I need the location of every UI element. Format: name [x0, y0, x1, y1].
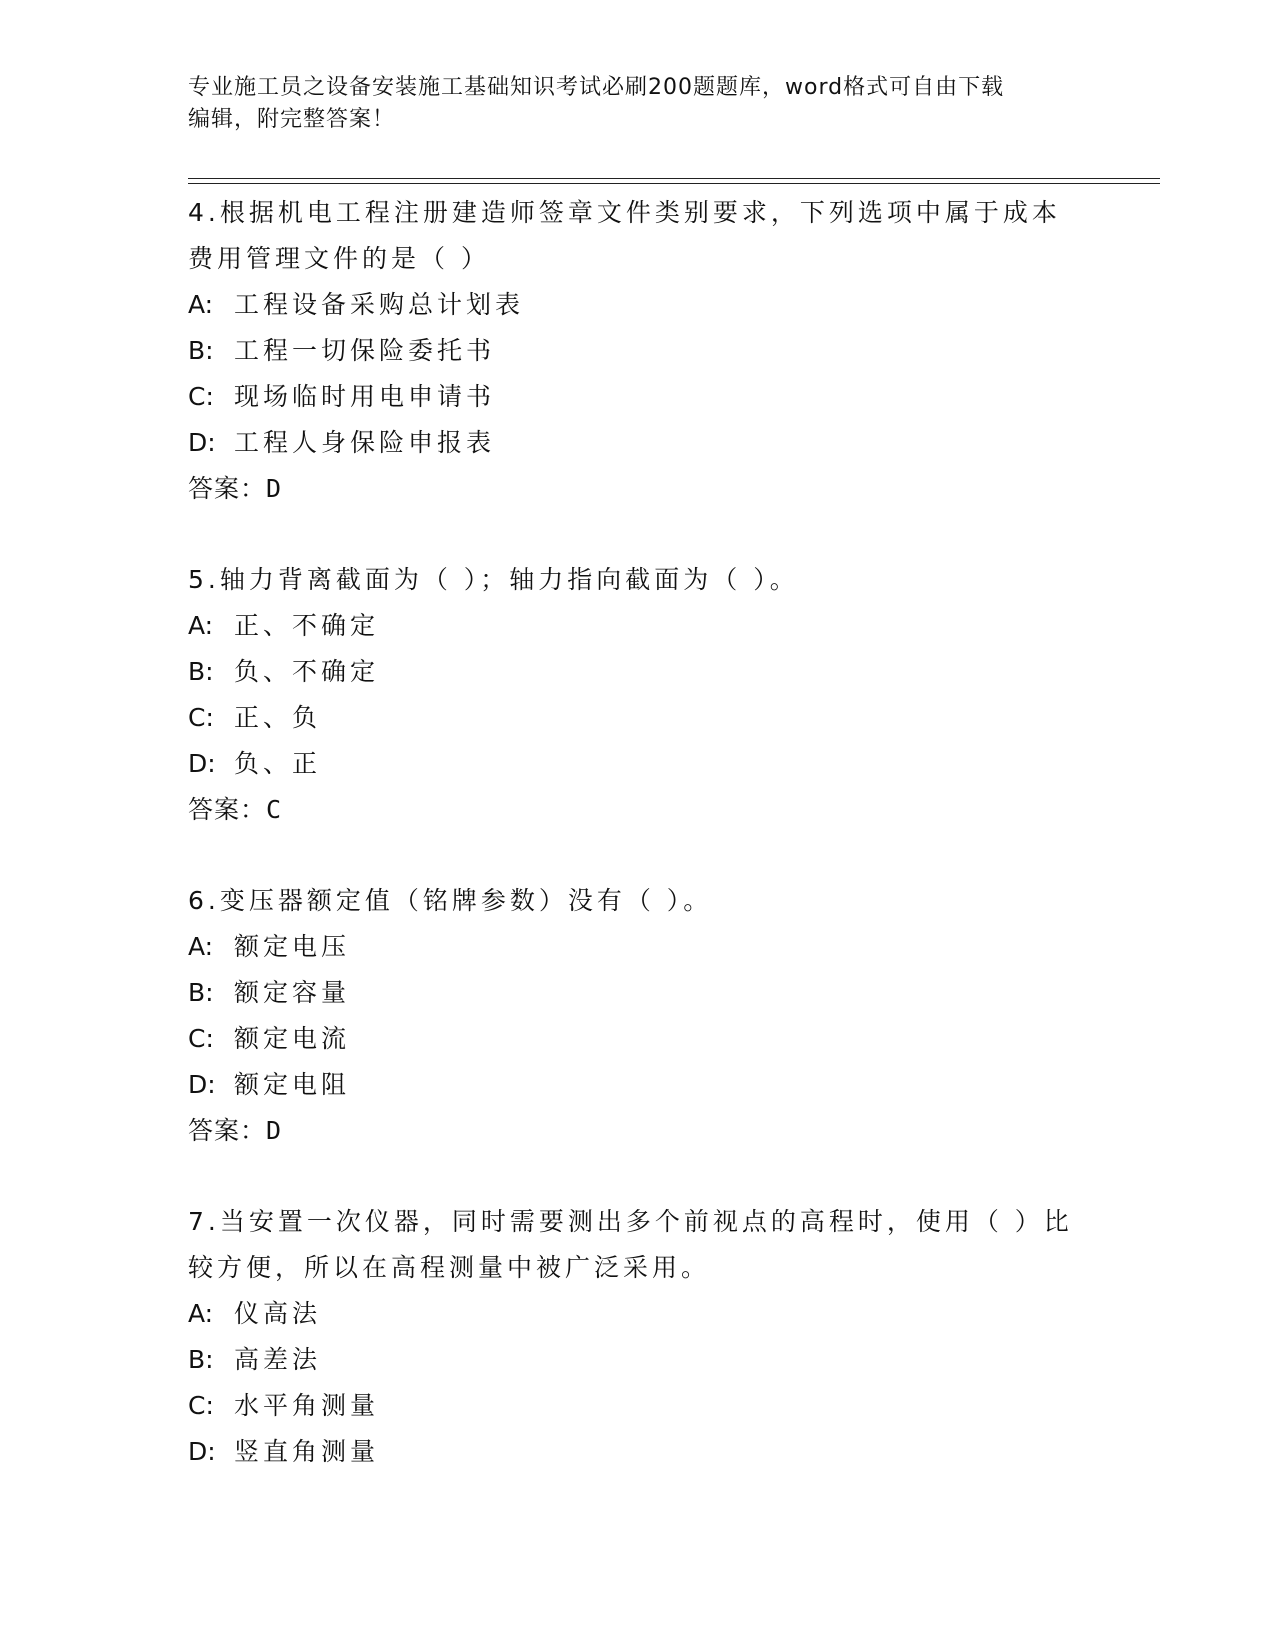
option-c [188, 695, 1088, 741]
document-header [188, 72, 1088, 136]
option-d [188, 741, 1088, 787]
answer-line [188, 1108, 1088, 1154]
option-letter: D: [188, 428, 216, 457]
option-b [188, 649, 1088, 695]
option-d [188, 420, 1088, 466]
option-c [188, 1016, 1088, 1062]
question-6 [188, 878, 1088, 1154]
answer-value: D [266, 1116, 282, 1145]
option-a [188, 282, 1088, 328]
question-stem-line-2: 费用管理文件的是（ ） [188, 244, 490, 273]
option-letter: B: [188, 657, 214, 686]
option-b [188, 328, 1088, 374]
option-text: 仪高法 [234, 1299, 322, 1328]
option-letter: C: [188, 382, 214, 411]
question-stem-line-2: 较方便，所以在高程测量中被广泛采用。 [188, 1253, 711, 1282]
header-divider-bottom [188, 183, 1160, 184]
option-text: 水平角测量 [234, 1391, 380, 1420]
question-stem [188, 878, 1088, 924]
question-stem [188, 1199, 1088, 1291]
answer-line [188, 466, 1088, 512]
question-5 [188, 557, 1088, 833]
question-stem-line-1: 6.变压器额定值（铭牌参数）没有（ ）。 [188, 886, 713, 915]
option-c [188, 374, 1088, 420]
option-letter: B: [188, 336, 214, 365]
option-text: 额定容量 [234, 978, 351, 1007]
option-letter: D: [188, 1437, 216, 1466]
option-text: 现场临时用电申请书 [234, 382, 496, 411]
option-letter: B: [188, 1345, 214, 1374]
answer-label: 答案： [188, 474, 267, 503]
answer-value: C [266, 795, 282, 824]
answer-label: 答案： [188, 795, 267, 824]
option-text: 高差法 [234, 1345, 322, 1374]
question-stem-line-1: 4.根据机电工程注册建造师签章文件类别要求，下列选项中属于成本 [188, 198, 1061, 227]
option-a [188, 924, 1088, 970]
option-text: 工程一切保险委托书 [234, 336, 496, 365]
option-letter: A: [188, 611, 214, 640]
option-letter: C: [188, 703, 214, 732]
answer-label: 答案： [188, 1116, 267, 1145]
option-letter: C: [188, 1024, 214, 1053]
header-line-1: 专业施工员之设备安装施工基础知识考试必刷200题题库，word格式可自由下载 [188, 75, 1005, 100]
question-4 [188, 190, 1088, 512]
option-text: 工程人身保险申报表 [234, 428, 496, 457]
option-d [188, 1429, 1088, 1475]
option-letter: A: [188, 1299, 214, 1328]
option-letter: C: [188, 1391, 214, 1420]
option-b [188, 970, 1088, 1016]
option-letter: B: [188, 978, 214, 1007]
header-divider-top [188, 178, 1160, 179]
option-text: 正、负 [234, 703, 322, 732]
question-7 [188, 1199, 1088, 1475]
option-text: 额定电阻 [234, 1070, 351, 1099]
answer-value: D [266, 474, 282, 503]
option-text: 额定电流 [234, 1024, 351, 1053]
option-letter: D: [188, 1070, 216, 1099]
option-b [188, 1337, 1088, 1383]
answer-line [188, 787, 1088, 833]
option-letter: A: [188, 290, 214, 319]
option-text: 负、不确定 [234, 657, 380, 686]
question-stem [188, 190, 1088, 282]
option-a [188, 603, 1088, 649]
question-stem [188, 557, 1088, 603]
option-text: 竖直角测量 [234, 1437, 380, 1466]
option-letter: A: [188, 932, 214, 961]
option-d [188, 1062, 1088, 1108]
question-list [188, 190, 1088, 1520]
header-line-2: 编辑，附完整答案！ [188, 107, 396, 132]
option-letter: D: [188, 749, 216, 778]
question-stem-line-1: 5.轴力背离截面为（ ）；轴力指向截面为（ ）。 [188, 565, 799, 594]
option-text: 正、不确定 [234, 611, 380, 640]
question-stem-line-1: 7.当安置一次仪器，同时需要测出多个前视点的高程时，使用（ ）比 [188, 1207, 1073, 1236]
option-text: 负、正 [234, 749, 322, 778]
option-text: 工程设备采购总计划表 [234, 290, 525, 319]
option-text: 额定电压 [234, 932, 351, 961]
option-a [188, 1291, 1088, 1337]
option-c [188, 1383, 1088, 1429]
